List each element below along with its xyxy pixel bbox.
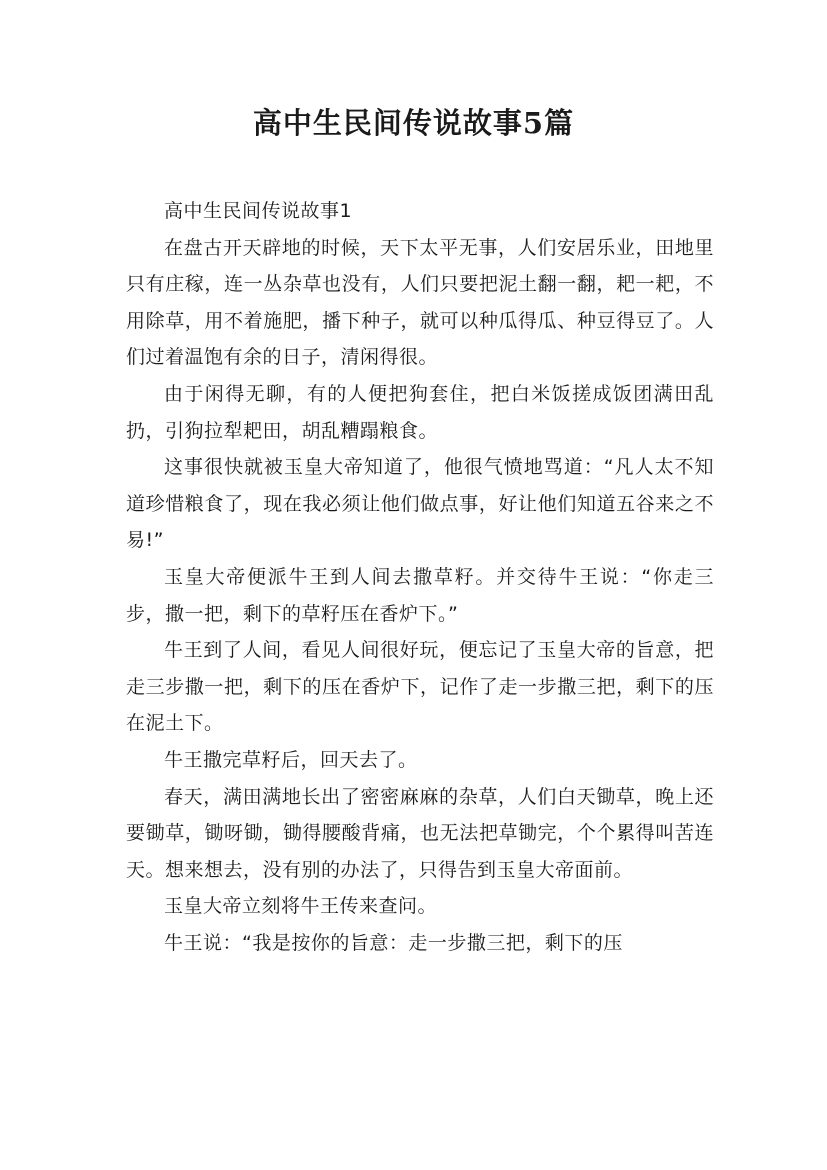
document-title: 高中生民间传说故事5篇 [252, 106, 575, 140]
paragraph: 在盘古开天辟地的时候，天下太平无事，人们安居乐业，田地里只有庄稼，连一丛杂草也没有，人们只要把泥土翻一翻，耙一耙，不用除草，用不着施肥，播下种子，就可以种瓜得瓜、种豆得豆了。人们过着温饱有余的日子，清闲得很。 [126, 236, 714, 369]
paragraph: 玉皇大帝便派牛王到人间去撒草籽。并交待牛王说：“你走三步，撒一把，剩下的草籽压在香炉下。” [126, 565, 714, 625]
paragraph: 春天，满田满地长出了密密麻麻的杂草，人们白天锄草，晚上还要锄草，锄呀锄，锄得腰酸背痛，也无法把草锄完，个个累得叫苦连天。想来想去，没有别的办法了，只得告到玉皇大帝面前。 [126, 785, 714, 881]
document-body [126, 193, 714, 961]
paragraph: 牛王说：“我是按你的旨意：走一步撒三把，剩下的压 [164, 931, 623, 954]
paragraph: 这事很快就被玉皇大帝知道了，他很气愤地骂道：“凡人太不知道珍惜粮食了，现在我必须让他们做点事，好让他们知道五谷来之不易!” [126, 456, 714, 552]
paragraph: 牛王撒完草籽后，回天去了。 [164, 748, 418, 771]
section-heading: 高中生民间传说故事1 [164, 200, 353, 222]
paragraph: 由于闲得无聊，有的人便把狗套住，把白米饭搓成饭团满田乱扔，引狗拉犁耙田，胡乱糟蹋粮食。 [126, 382, 714, 442]
paragraph: 玉皇大帝立刻将牛王传来查问。 [164, 895, 438, 918]
paragraph: 牛王到了人间，看见人间很好玩，便忘记了玉皇大帝的旨意，把走三步撒一把，剩下的压在香炉下，记作了走一步撒三把，剩下的压在泥土下。 [126, 639, 714, 735]
